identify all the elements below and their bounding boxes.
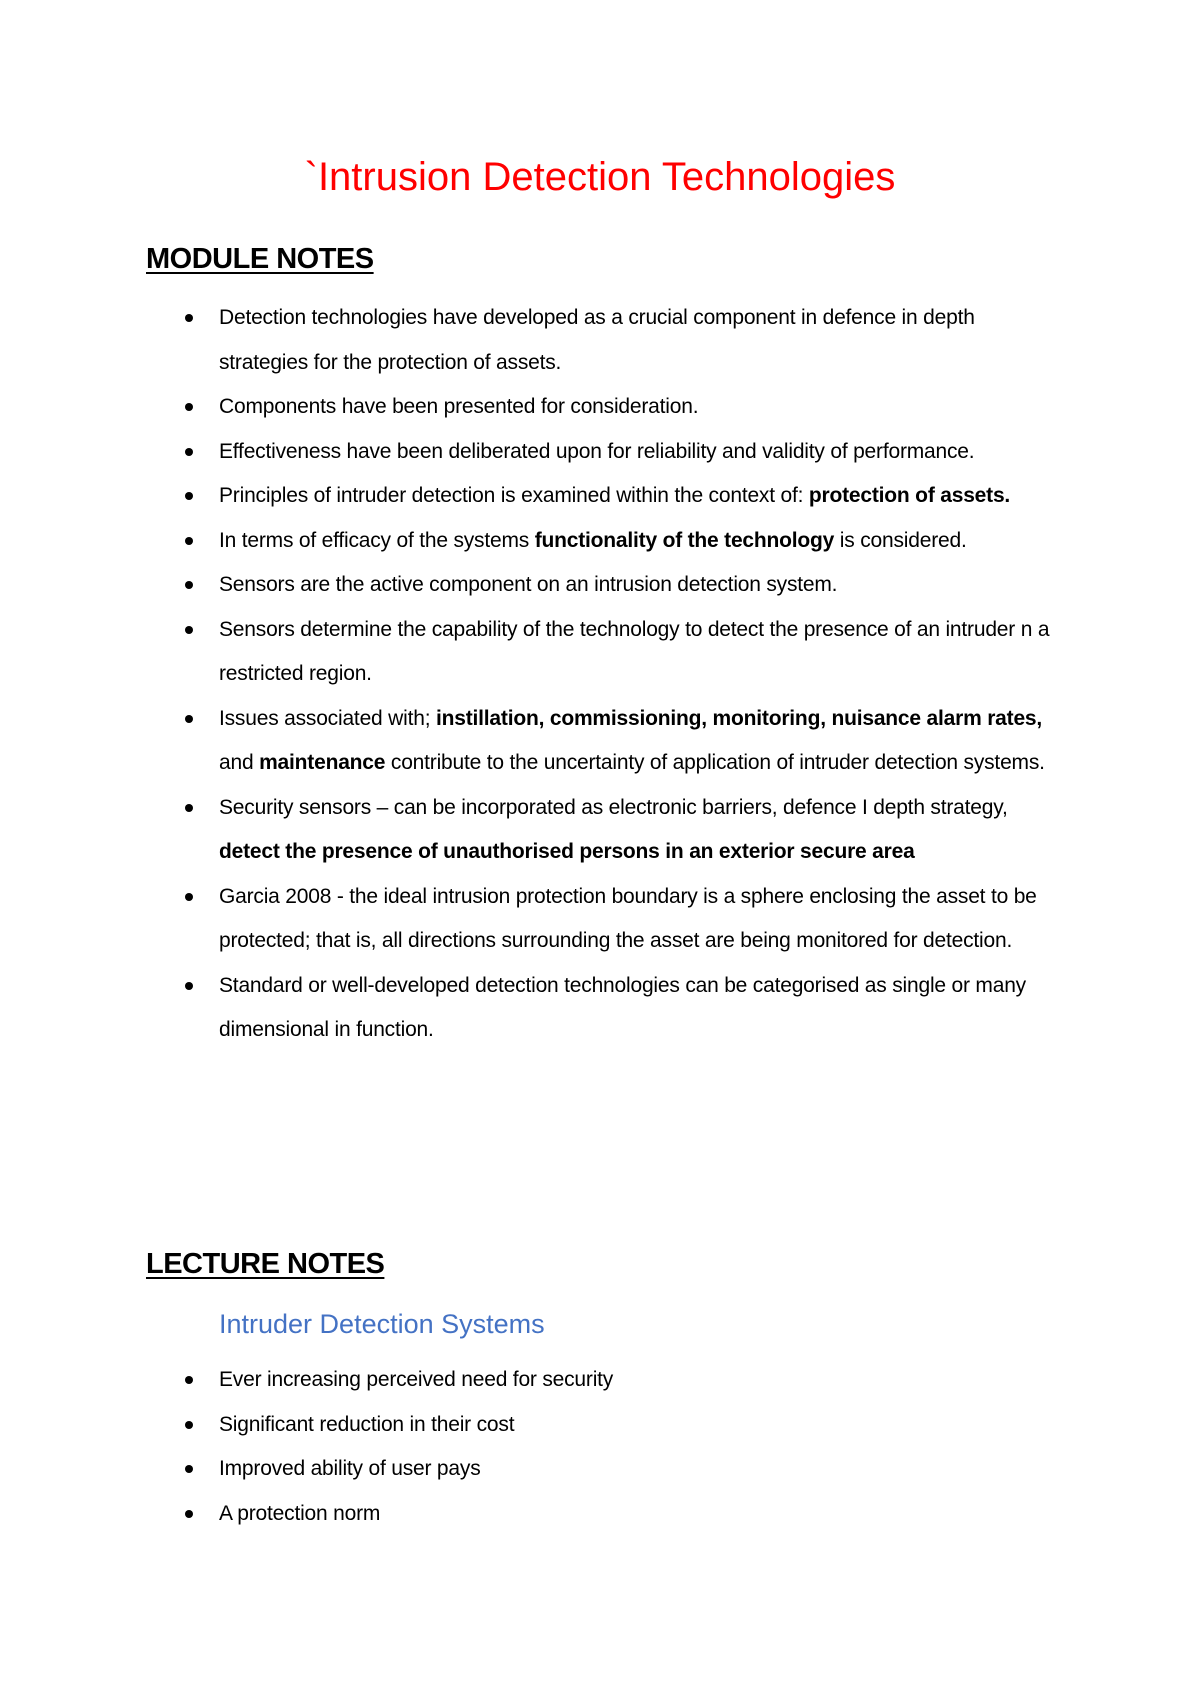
bullet-text xyxy=(219,1368,613,1391)
bullet-text xyxy=(219,618,1049,686)
text-run: Effectiveness have been deliberated upon for reliability and validity of performance. xyxy=(219,439,975,463)
lecture-notes-heading: LECTURE NOTES xyxy=(146,1248,385,1280)
bullet-icon xyxy=(185,1465,193,1473)
text-run: Sensors are the active component on an intrusion detection system. xyxy=(219,573,838,596)
bullet-text xyxy=(219,707,1045,775)
bold-text-run: detect the presence of unauthorised persons in an exterior secure area xyxy=(219,840,915,863)
bullet-item xyxy=(0,964,1200,1053)
text-run: Detection technologies have developed as a crucial component in defence in depth strategies for the protection of assets. xyxy=(219,306,975,374)
text-run: A protection norm xyxy=(219,1501,381,1525)
bullet-icon xyxy=(185,715,193,723)
text-run: Standard or well-developed detection technologies can be categorised as single or many dimensional in function. xyxy=(219,973,1026,1041)
bullet-item xyxy=(0,563,1200,608)
bullet-item xyxy=(0,296,1200,385)
text-run: Significant reduction in their cost xyxy=(219,1412,515,1436)
bullet-text xyxy=(219,395,698,418)
bullet-text xyxy=(219,796,1008,864)
bullet-item xyxy=(0,875,1200,964)
text-run: contribute to the uncertainty of application of intruder detection systems. xyxy=(385,751,1045,774)
module-notes-heading: MODULE NOTES xyxy=(146,243,374,275)
text-run: Security sensors – can be incorporated as electronic barriers, defence I depth strategy, xyxy=(219,795,1008,819)
bullet-icon xyxy=(185,804,193,812)
bold-text-run: maintenance xyxy=(259,751,386,774)
bullet-text xyxy=(219,1413,514,1436)
bullet-text xyxy=(219,885,1037,953)
bullet-text xyxy=(219,974,1026,1042)
bullet-text xyxy=(219,1457,481,1480)
bullet-text xyxy=(219,1502,380,1525)
bullet-text xyxy=(219,573,837,596)
intruder-detection-systems-subheading: Intruder Detection Systems xyxy=(219,1309,545,1339)
bullet-icon xyxy=(185,581,193,589)
bullet-icon xyxy=(185,314,193,322)
bullet-item xyxy=(0,519,1200,564)
bullet-icon xyxy=(185,1510,193,1518)
bullet-icon xyxy=(185,626,193,634)
text-run: Issues associated with; xyxy=(219,706,436,730)
text-run: and xyxy=(219,751,260,774)
document-title: `Intrusion Detection Technologies xyxy=(304,155,896,199)
text-run: Improved ability of user pays xyxy=(219,1457,481,1480)
bullet-icon xyxy=(185,537,193,545)
module-notes-list xyxy=(0,296,1200,1053)
bullet-icon xyxy=(185,492,193,500)
bullet-icon xyxy=(185,893,193,901)
lecture-notes-list xyxy=(0,1358,1200,1536)
bullet-item xyxy=(0,608,1200,697)
bullet-item xyxy=(0,430,1200,475)
bold-text-run: functionality of the technology xyxy=(534,528,835,552)
bullet-item xyxy=(0,1492,1200,1537)
bullet-text xyxy=(219,484,1010,507)
text-run: is considered. xyxy=(834,528,967,552)
bullet-icon xyxy=(185,1376,193,1384)
bullet-text xyxy=(219,440,974,463)
bullet-icon xyxy=(185,403,193,411)
bullet-item xyxy=(0,385,1200,430)
bullet-item xyxy=(0,697,1200,786)
bullet-item xyxy=(0,1358,1200,1403)
bullet-item xyxy=(0,474,1200,519)
bullet-icon xyxy=(185,1421,193,1429)
bullet-text xyxy=(219,529,967,552)
bullet-icon xyxy=(185,448,193,456)
bullet-icon xyxy=(185,982,193,990)
text-run: In terms of efficacy of the systems xyxy=(219,528,535,552)
bullet-text xyxy=(219,306,975,374)
text-run: Components have been presented for consideration. xyxy=(219,395,699,418)
bold-text-run: instillation, commissioning, monitoring, nuisance alarm rates, xyxy=(435,706,1043,730)
text-run: Sensors determine the capability of the technology to detect the presence of an intruder n a restricted region. xyxy=(219,617,1050,685)
bullet-item xyxy=(0,1447,1200,1492)
bullet-item xyxy=(0,786,1200,875)
text-run: Principles of intruder detection is examined within the context of: xyxy=(219,484,809,507)
bold-text-run: protection of assets. xyxy=(808,484,1011,507)
bullet-item xyxy=(0,1403,1200,1448)
text-run: Garcia 2008 - the ideal intrusion protection boundary is a sphere enclosing the asset to be protected; that is, all directions surrounding the asset are being monitored for detection. xyxy=(219,884,1037,952)
text-run: Ever increasing perceived need for security xyxy=(219,1368,614,1391)
